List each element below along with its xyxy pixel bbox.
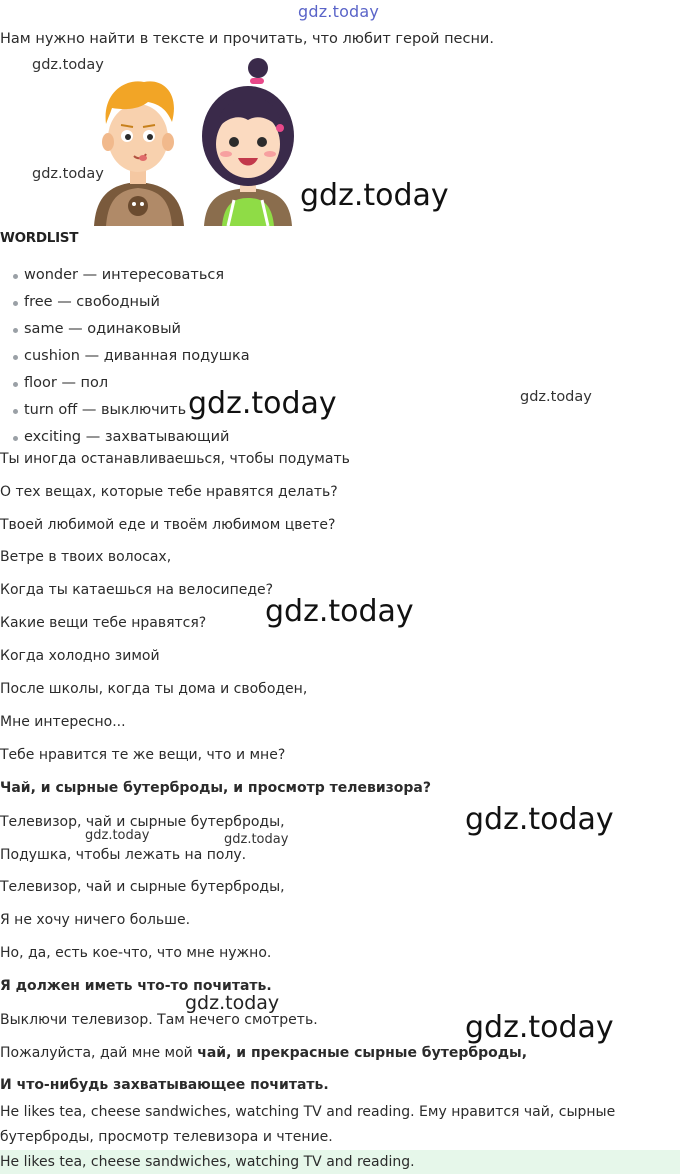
- lyrics-bold-text: чай, и прекрасные сырные бутерброды,: [197, 1045, 528, 1061]
- watermark: gdz.today: [185, 992, 280, 1014]
- kids-illustration: [88, 58, 304, 226]
- wordlist-item: same — одинаковый: [0, 316, 250, 343]
- lyrics-line: О тех вещах, которые тебе нравятся делать?: [0, 484, 338, 500]
- wordlist-title: WORDLIST: [0, 230, 79, 246]
- lyrics-line: Твоей любимой еде и твоём любимом цвете?: [0, 517, 336, 533]
- watermark: gdz.today: [32, 57, 104, 73]
- wordlist: [0, 262, 250, 451]
- lyrics-line: Подушка, чтобы лежать на полу.: [0, 847, 247, 863]
- watermark-top: gdz.today: [298, 2, 380, 21]
- watermark: gdz.today: [465, 802, 614, 837]
- lyrics-line: Ты иногда останавливаешься, чтобы подумать: [0, 451, 350, 467]
- lyrics-line: Я не хочу ничего больше.: [0, 912, 191, 928]
- lyrics-line: Телевизор, чай и сырные бутерброды,: [0, 879, 285, 895]
- lyrics-line: Тебе нравится те же вещи, что и мне?: [0, 747, 286, 763]
- lyrics-line: Ветре в твоих волосах,: [0, 549, 172, 565]
- lyrics-line-bold: [0, 780, 431, 796]
- watermark: gdz.today: [188, 386, 337, 421]
- girl-figure: [202, 58, 294, 226]
- wordlist-item: wonder — интересоваться: [0, 262, 250, 289]
- watermark: gdz.today: [265, 594, 414, 629]
- watermark: gdz.today: [85, 828, 150, 843]
- lyrics-line: Мне интересно...: [0, 714, 126, 730]
- lyrics-line-mixed: [0, 1045, 527, 1061]
- wordlist-item: turn off — выключить: [0, 397, 250, 424]
- lyrics-line: Выключи телевизор. Там нечего смотреть.: [0, 1012, 318, 1028]
- lyrics-line: Телевизор, чай и сырные бутерброды,: [0, 814, 285, 830]
- lyrics-line: Но, да, есть кое-что, что мне нужно.: [0, 945, 272, 961]
- lyrics-bold-text: Чай, и сырные бутерброды, и просмотр телевизора?: [0, 780, 431, 796]
- lyrics-bold-text: Я должен иметь что-то почитать.: [0, 978, 272, 994]
- task-intro: Нам нужно найти в тексте и прочитать, что любит герой песни.: [0, 31, 494, 47]
- watermark: gdz.today: [520, 389, 592, 405]
- lyrics-line: Когда холодно зимой: [0, 648, 160, 664]
- watermark: gdz.today: [465, 1010, 614, 1045]
- wordlist-item: exciting — захватывающий: [0, 424, 250, 451]
- lyrics-line: После школы, когда ты дома и свободен,: [0, 681, 308, 697]
- wordlist-item: floor — пол: [0, 370, 250, 397]
- answer-highlight: He likes tea, cheese sandwiches, watching TV and reading.: [0, 1150, 680, 1174]
- wordlist-item: free — свободный: [0, 289, 250, 316]
- lyrics-bold-text: И что-нибудь захватывающее почитать.: [0, 1077, 329, 1093]
- lyrics-line: Какие вещи тебе нравятся?: [0, 615, 207, 631]
- lyrics-line: Когда ты катаешься на велосипеде?: [0, 582, 274, 598]
- boy-figure: [94, 81, 184, 226]
- lyrics-line-bold: [0, 1077, 329, 1093]
- wordlist-item: cushion — диванная подушка: [0, 343, 250, 370]
- watermark: gdz.today: [224, 832, 289, 847]
- watermark: gdz.today: [32, 166, 104, 182]
- lyrics-plain-text: Пожалуйста, дай мне мой: [0, 1045, 198, 1061]
- translation-text: He likes tea, cheese sandwiches, watching TV and reading. Ему нравится чай, сырные бутерброды, просмотр телевизора и чтение.: [0, 1104, 616, 1145]
- watermark: gdz.today: [300, 178, 449, 213]
